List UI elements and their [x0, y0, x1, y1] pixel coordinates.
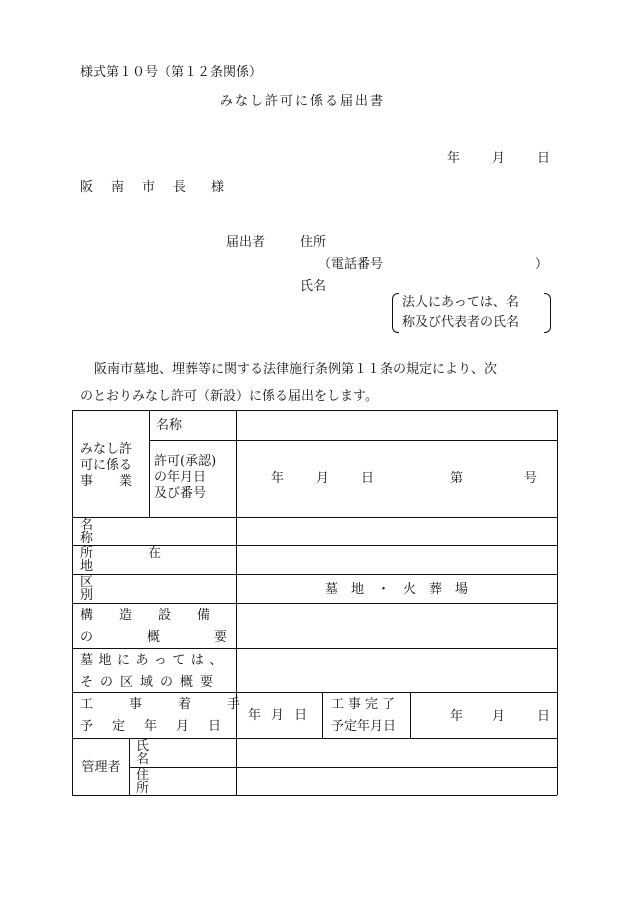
start-label-2: 予定年月日: [80, 719, 241, 734]
document-title: みなし許可に係る届出書: [220, 94, 386, 109]
complete-label-1: 工事完了: [331, 697, 400, 712]
body-line1: 阪南市墓地、埋葬等に関する法律施行条例第１１条の規定により、次: [94, 362, 498, 377]
applicant-label: 届出者: [226, 235, 266, 250]
row-structure-label-2: の概要: [80, 630, 282, 645]
complete-month: 月: [492, 709, 506, 724]
category-value: 墓 地 ・ 火 葬 場: [324, 581, 468, 597]
complete-day: 日: [537, 709, 551, 724]
manager-address-label: 住所: [136, 767, 216, 796]
row-name-label: 名称: [80, 517, 214, 546]
permit-number-suffix: 号: [524, 471, 538, 486]
row-category-label: 区別: [80, 575, 214, 603]
row-cemetery-label-1: 墓地にあっては、: [80, 653, 228, 668]
start-label-1: 工事着手: [80, 697, 277, 712]
row-location-label: 所在地: [80, 546, 217, 574]
corp-note-left-bracket: [392, 293, 399, 333]
date-day-label: 日: [537, 151, 551, 166]
complete-label-2: 予定年月日: [331, 719, 397, 734]
group-name-value[interactable]: [236, 411, 557, 440]
start-value: 年 月 日: [247, 708, 311, 723]
row-cemetery-label-2: その区域の概要: [80, 675, 221, 690]
corp-note-right-bracket: [544, 293, 551, 333]
permit-label: 許可(承認) の年月日 及び番号: [154, 454, 217, 501]
addressee-honorific: 様: [211, 180, 225, 195]
addressee: 阪南市長: [80, 180, 205, 195]
body-line2: のとおりみなし許可（新設）に係る届出をします。: [80, 389, 378, 404]
date-year-label: 年: [447, 151, 461, 166]
permit-year: 年: [271, 471, 285, 486]
permit-day: 日: [361, 471, 375, 486]
permit-month: 月: [316, 471, 330, 486]
corp-note-line2: 称及び代表者の氏名: [402, 315, 520, 330]
name-label: 氏名: [300, 279, 327, 294]
group-name-label: 名称: [156, 418, 183, 433]
complete-year: 年: [450, 709, 464, 724]
form-number: 様式第１０号（第１２条関係）: [80, 65, 263, 80]
group-label: みなし許 可に係る 事 業: [80, 442, 133, 489]
manager-name-label: 氏名: [136, 739, 216, 767]
permit-number-prefix: 第: [450, 471, 464, 486]
address-label: 住所: [300, 235, 327, 250]
row-structure-label-1: 構造設備: [80, 608, 237, 623]
phone-label: （電話番号: [318, 257, 384, 272]
phone-close: ）: [535, 257, 549, 272]
date-month-label: 月: [492, 151, 506, 166]
manager-label: 管理者: [81, 759, 121, 775]
corp-note-line1: 法人にあっては、名: [402, 295, 519, 310]
